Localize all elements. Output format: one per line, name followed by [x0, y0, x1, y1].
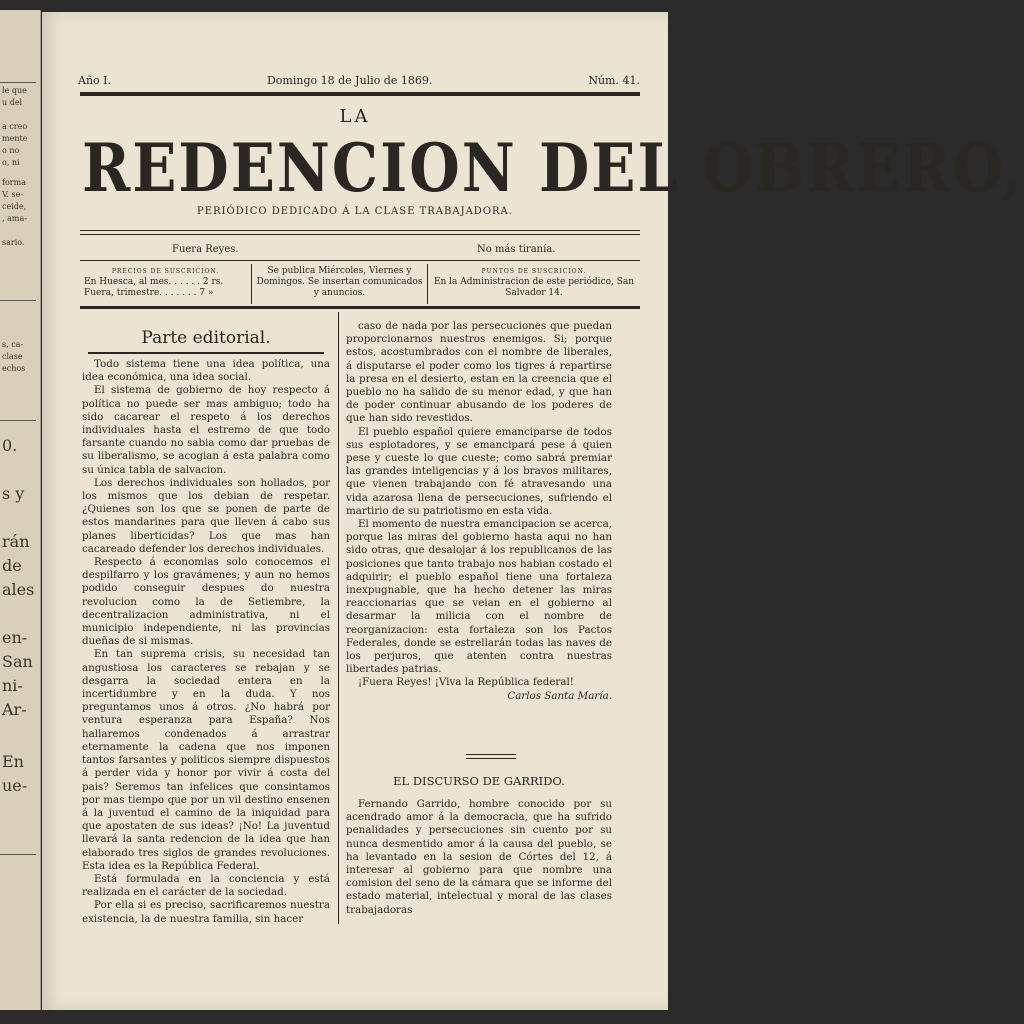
left-fragment: en- — [2, 628, 28, 647]
publication-cell: Se publica Miércoles, Viernes y Domingos. Se insertan comunicados y anuncios. — [252, 264, 428, 304]
paragraph: Los derechos individuales son hollados, por los mismos que los debian de respetar. ¿Quienes son los que se ponen de parte de estos mandarines para que lleven á cabo sus planes liberticidas? Los que mas han cacareado defender los derechos individuales. — [82, 476, 330, 555]
left-fragment: V. se- — [2, 190, 24, 199]
section-rule — [88, 352, 324, 354]
paragraph: Fernando Garrido, hombre conocido por su acendrado amor á la democracia, que ha sufrido penalidades y persecuciones sin cuento por su nunca desmentido amor á la causa del pueblo, se ha levantado en la sesion de Córtes del 12, á interesar al gobierno para que nombre una comision del seno de la cámara que se informe del estado material, intelectual y moral de las clases trabajadoras — [346, 798, 612, 916]
top-rule — [80, 92, 640, 96]
info-box — [80, 264, 640, 304]
paragraph: Está formulada en la conciencia y está realizada en el carácter de la sociedad. — [82, 872, 330, 899]
left-fragment: sario. — [2, 238, 25, 247]
signature: Carlos Santa María. — [507, 689, 612, 702]
newspaper-page — [42, 12, 1024, 1010]
masthead-article: LA — [339, 106, 371, 127]
points-text: En la Administracion de este periódico, San Salvador 14. — [433, 277, 635, 298]
paragraph: El pueblo español quiere emanciparse de todos sus esplotadores, y se emancipará pese á quien pese y cueste lo que cueste; como sabrá premiar las grandes inteligencias y á los bravos militares, que vienen trabajando con fé atravesando una vida azarosa llena de persecuciones, sufriendo el martirio de su patriotismo en esta vida. — [346, 425, 612, 517]
left-fragment: forma — [2, 178, 26, 187]
paragraph: El sistema de gobierno de hoy respecto á política no puede ser mas ambiguo; todo ha sido cacarear el respeto á los derechos individuales hasta el estremo de que todo farsante cuando no sabia como dar pruebas de su liberalismo, se acogian á esta palabra como su única tabla de salvacion. — [82, 384, 330, 476]
left-fragment: s, ca- — [2, 340, 24, 349]
paragraph: Todo sistema tiene una idea política, una idea económica, una idea social. — [82, 358, 330, 384]
column-divider — [338, 312, 339, 924]
section-title: Parte editorial. — [141, 328, 271, 348]
rule — [80, 234, 640, 235]
paragraph: caso de nada por las persecuciones que puedan proporcionarnos nuestros enemigos. Si; porque estos, acostumbrados con el nombre de liberales, á disputarse el poder como los tigres á repartirse la presa en el desierto, estan en la creencia que el pueblo no ha salido de su menor edad, y que han de poder continuar abusando de los poderes de que han sido revestidos. — [346, 320, 612, 425]
masthead-title: REDENCION DEL OBRERO, — [82, 128, 1024, 208]
date-label: Domingo 18 de Julio de 1869. — [266, 74, 433, 87]
left-fragment: echos — [2, 364, 26, 373]
year-label: Año I. — [78, 74, 111, 87]
editorial-right-column — [346, 320, 612, 703]
left-fragment: En — [2, 752, 24, 771]
left-fragment: de — [2, 556, 22, 575]
prices-line: En Huesca, al mes. . . . . . 2 rs. — [84, 277, 224, 287]
prices-line: Fuera, trimestre. . . . . . . 7 » — [84, 288, 214, 298]
slogan-left: Fuera Reyes. — [172, 244, 239, 255]
prices-title: PRECIOS DE SUSCRICION. — [111, 268, 220, 275]
left-fragment: o, ni — [2, 158, 20, 167]
rule — [80, 260, 640, 261]
paragraph: Por ella si es preciso, sacrificaremos nuestra existencia, la de nuestra familia, sin hacer — [82, 899, 330, 925]
box-bottom-rule — [80, 306, 640, 309]
prices-cell — [80, 264, 252, 304]
left-fragment: ales — [2, 580, 35, 599]
paragraph: ¡Fuera Reyes! ¡Viva la República federal! — [358, 676, 574, 689]
masthead-subtitle: PERIÓDICO DEDICADO Á LA CLASE TRABAJADORA. — [197, 206, 513, 217]
left-fragment: o no — [2, 146, 20, 155]
paragraph: Respecto á economias solo conocemos el despilfarro y los gravámenes; y aun no hemos podido conseguir despues do nuestra revolucion como la de Setiembre, la decentralizacion administrativa, ni el municipio independiente, ni las provincias dueñas de si mismas. — [82, 556, 330, 648]
left-fragment: le que — [2, 86, 27, 95]
left-fragment: Ar- — [2, 700, 27, 719]
article-column — [346, 798, 612, 917]
left-fragment: clase — [2, 352, 23, 361]
left-fragment: s y — [2, 484, 25, 503]
points-title: PUNTOS DE SUSCRICION. — [481, 268, 587, 275]
left-fragment: San — [2, 652, 33, 671]
paragraph: En tan suprema crisis, su necesidad tan angustiosa los caracteres se rebajan y se desgarra la sociedad entera en la incertidumbre y en la duda. Y nos preguntamos unos á otros. ¿No habrá por ventura esperanza para España? Nos hallaremos condenados á arrastrar eternamente la cadena que nos imponen tantos farsantes y politicos siempre dispuestos á perder vida y honor por vivir á costa del pais? Seremos tan infelices que consintamos por mas tiempo que por un vil destino ensenen á la juventud el camino de la iniquidad para que apostaten de sus ideas? ¡No! La juventud llevará la santa redencion de la idea que han elaborado tres siglos de grandes revoluciones. Esta idea es la República Federal. — [82, 648, 330, 872]
left-fragment: mente — [2, 134, 28, 143]
editorial-left-column — [82, 358, 330, 926]
left-fragment: ni- — [2, 676, 23, 695]
left-fragment: ue- — [2, 776, 28, 795]
left-fragment: u del — [2, 98, 23, 107]
adjacent-page-strip — [0, 10, 41, 1010]
left-fragment: , ama- — [2, 214, 27, 223]
slogan-right: No más tiranía. — [477, 244, 556, 255]
left-fragment: a creo — [2, 122, 28, 131]
points-cell — [428, 264, 640, 304]
paragraph: El momento de nuestra emancipacion se acerca, porque las miras del gobierno hasta aqui no han sido otras, que desalojar á los republicanos de las posiciones que tanto trabajo nos habian costado el adquirir; el pueblo español tiene una fortaleza inexpugnable, que ha hecho detener las miras reaccionarias que se veian en el gobierno al desarmar la milicia con el nombre de reorganizacion: esta fortaleza son los Pactos Federales, donde se estrellarán todas las naves de los perjuros, que atenten contra nuestras libertades patrias. — [346, 518, 612, 676]
article-separator — [466, 754, 516, 759]
header-topline — [78, 74, 640, 87]
article-title: EL DISCURSO DE GARRIDO. — [393, 774, 565, 788]
rule — [80, 230, 640, 231]
left-fragment: ceide, — [2, 202, 27, 211]
left-fragment: 0. — [2, 436, 18, 455]
left-fragment: rán — [2, 532, 30, 551]
issue-number: Núm. 41. — [588, 74, 640, 87]
